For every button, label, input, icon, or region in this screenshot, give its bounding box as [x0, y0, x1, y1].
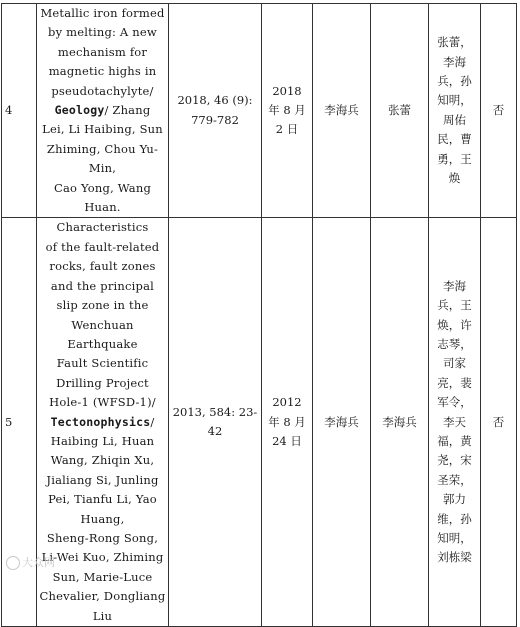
title-line: Drilling Project	[56, 375, 149, 390]
pub-date: 2012 年 8 月 24 日	[268, 395, 306, 448]
flag-value: 否	[492, 414, 505, 429]
author-line: Cao Yong, Wang Huan.	[53, 180, 152, 215]
corresponding-cell	[313, 4, 371, 218]
title-line: by melting: A new	[48, 25, 157, 40]
author-line: Pei, Tianfu Li, Yao	[48, 492, 157, 507]
pub-date: 2018 年 8 月 2 日	[268, 83, 306, 137]
author-line: Sheng-Rong Song,	[46, 530, 159, 545]
coauthor-list: 张蕾，李海兵，孙知明，周佑民，曹勇，王焕	[437, 35, 472, 185]
author-line: Lei, Li Haibing, Sun	[42, 122, 163, 137]
corresponding-cell	[313, 218, 371, 627]
citation: 2018, 46 (9): 779-782	[177, 93, 253, 127]
first-author: 李海兵	[382, 414, 417, 429]
date-cell	[262, 4, 313, 218]
corresponding-author: 李海兵	[324, 103, 359, 118]
title-line: Metallic iron formed	[40, 6, 165, 20]
row-number: 4	[5, 103, 13, 118]
author-line: Wang, Zhiqin Xu,	[50, 453, 155, 468]
first-author-cell	[371, 218, 429, 627]
corresponding-author: 李海兵	[324, 414, 359, 429]
coauthor-list: 李海兵，王焕，许志琴，司家亮，裴军令，李天福，黄尧，宋圣荣，郭力维，孙知明，刘栋梁	[437, 278, 472, 565]
table-row	[2, 218, 517, 627]
coauthors-cell	[429, 218, 481, 627]
watermark: 大众网	[6, 554, 55, 570]
title-line: pseudotachylyte/	[51, 83, 154, 98]
row-number-cell	[2, 4, 37, 218]
title-line: Wenchuan Earthquake	[67, 317, 138, 351]
author-line: Haibing Li, Huan	[50, 433, 155, 448]
author-line: Huang,	[80, 511, 125, 526]
title-line: and the principal	[50, 278, 155, 293]
table-row	[2, 4, 517, 218]
row-number: 5	[5, 414, 13, 429]
title-line: of the fault-related	[45, 239, 160, 254]
citation-cell	[169, 4, 262, 218]
author-line: Sun, Marie-Luce	[52, 569, 153, 584]
title-cell	[37, 4, 169, 218]
citation: 2013, 584: 23-42	[172, 404, 258, 439]
title-line: Characteristics	[56, 220, 149, 235]
first-author-cell	[371, 4, 429, 218]
first-author: 张蕾	[388, 103, 411, 118]
title-line: Fault Scientific	[56, 356, 149, 371]
title-line: rocks, fault zones	[49, 259, 156, 274]
flag-cell	[481, 218, 517, 627]
date-cell	[262, 218, 313, 627]
journal-separator: / Zhang	[104, 103, 151, 118]
citation-cell	[169, 218, 262, 627]
coauthors-cell	[429, 4, 481, 218]
journal-separator: /	[150, 414, 155, 429]
journal-name: Geology	[54, 103, 105, 118]
title-cell	[37, 218, 169, 627]
author-line: Chevalier, Dongliang	[39, 589, 166, 604]
journal-name: Tectonophysics	[50, 414, 151, 429]
author-line: Jialiang Si, Junling	[46, 472, 159, 487]
achievement-table	[1, 3, 517, 627]
flag-value: 否	[492, 103, 505, 118]
title-line: mechanism for	[57, 44, 148, 59]
author-line: Li-Wei Kuo, Zhiming	[41, 550, 164, 565]
title-line: Hole-1 (WFSD-1)/	[49, 395, 156, 410]
author-line: Zhiming, Chou Yu-Min,	[46, 141, 159, 176]
flag-cell	[481, 4, 517, 218]
author-line: Liu	[92, 608, 113, 623]
title-line: magnetic highs in	[48, 64, 157, 79]
title-line: slip zone in the	[56, 298, 149, 313]
watermark-logo-icon	[6, 556, 20, 570]
